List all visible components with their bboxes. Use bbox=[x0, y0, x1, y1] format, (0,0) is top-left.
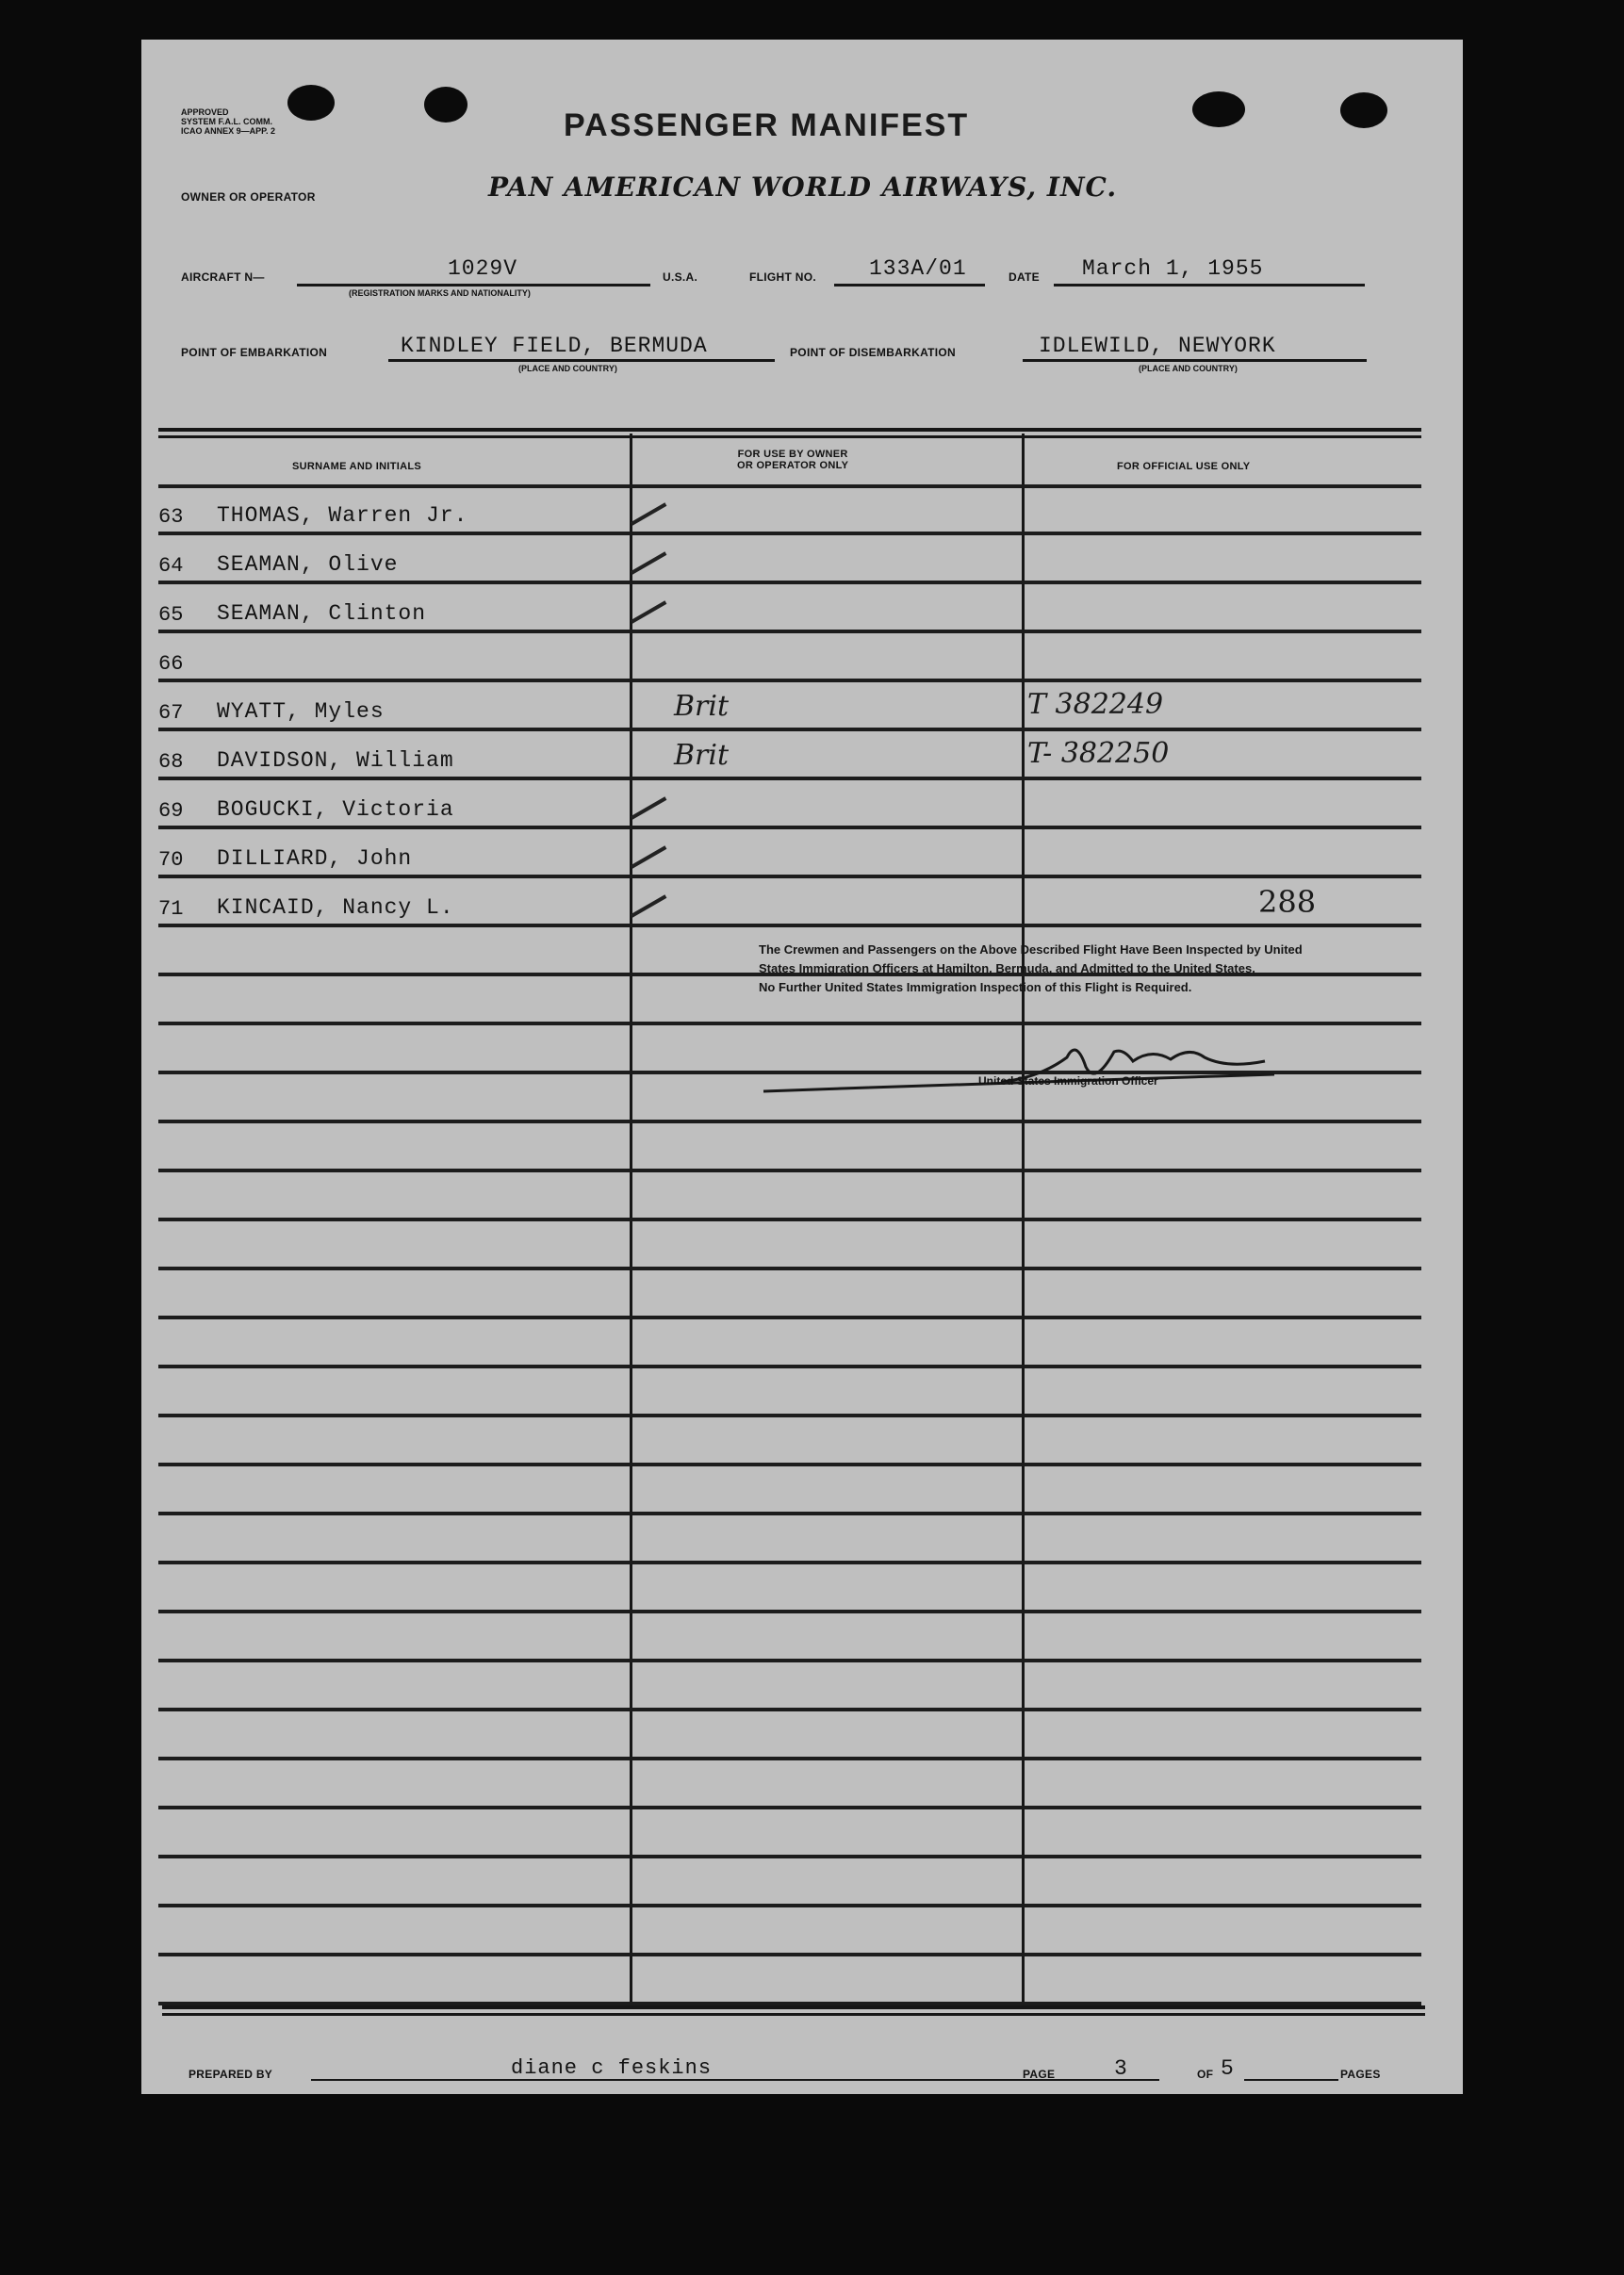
country-label: U.S.A. bbox=[663, 270, 698, 284]
table-rule bbox=[158, 1414, 1421, 1417]
page-label: PAGE bbox=[1023, 2068, 1056, 2081]
table-rule bbox=[158, 924, 1421, 927]
table-rule bbox=[158, 1316, 1421, 1319]
of-label: OF bbox=[1197, 2068, 1214, 2081]
officer-signature bbox=[756, 1020, 1284, 1105]
owner-label: OWNER OR OPERATOR bbox=[181, 190, 316, 204]
check-mark bbox=[631, 894, 666, 917]
passenger-number: 70 bbox=[158, 848, 184, 872]
page-number: 3 bbox=[1114, 2056, 1128, 2081]
table-rule bbox=[158, 1708, 1421, 1711]
punch-hole bbox=[424, 87, 468, 123]
official-entry: 288 bbox=[1258, 884, 1317, 920]
page-total: 5 bbox=[1221, 2056, 1235, 2081]
passenger-name: SEAMAN, Olive bbox=[217, 552, 399, 577]
table-rule bbox=[158, 1757, 1421, 1760]
flight-label: FLIGHT NO. bbox=[749, 270, 816, 284]
owner-mark: Brit bbox=[674, 739, 730, 772]
official-entry: T 382249 bbox=[1027, 688, 1164, 721]
table-rule bbox=[158, 581, 1421, 584]
embark-caption: (PLACE AND COUNTRY) bbox=[518, 364, 617, 373]
embark-label: POINT OF EMBARKATION bbox=[181, 346, 328, 359]
table-rule bbox=[158, 1806, 1421, 1809]
embark-value: KINDLEY FIELD, BERMUDA bbox=[401, 334, 708, 358]
table-rule bbox=[158, 728, 1421, 731]
table-rule bbox=[158, 1120, 1421, 1123]
passenger-number: 71 bbox=[158, 897, 184, 921]
prepared-by: diane c feskins bbox=[511, 2056, 713, 2080]
pages-label: PAGES bbox=[1340, 2068, 1381, 2081]
table-rule bbox=[158, 1218, 1421, 1221]
table-rule bbox=[158, 777, 1421, 780]
column-header-official: FOR OFFICIAL USE ONLY bbox=[1117, 461, 1251, 472]
passenger-name: BOGUCKI, Victoria bbox=[217, 797, 454, 822]
table-rule bbox=[158, 1463, 1421, 1466]
table-rule bbox=[158, 1561, 1421, 1564]
officer-caption: United States Immigration Officer bbox=[978, 1074, 1158, 1088]
passenger-number: 63 bbox=[158, 505, 184, 529]
aircraft-caption: (REGISTRATION MARKS AND NATIONALITY) bbox=[349, 288, 531, 298]
passenger-name: WYATT, Myles bbox=[217, 699, 385, 724]
approval-note: APPROVED SYSTEM F.A.L. COMM. ICAO ANNEX 9—APP. 2 bbox=[181, 107, 276, 136]
check-mark bbox=[631, 600, 666, 623]
official-entry: T- 382250 bbox=[1027, 737, 1170, 770]
punch-hole bbox=[287, 85, 335, 121]
table-rule bbox=[158, 532, 1421, 535]
table-rule bbox=[158, 1267, 1421, 1270]
passenger-name: DAVIDSON, William bbox=[217, 748, 454, 773]
flight-date: March 1, 1955 bbox=[1082, 256, 1264, 281]
table-rule bbox=[158, 1512, 1421, 1515]
aircraft-label: AIRCRAFT N— bbox=[181, 270, 265, 284]
passenger-number: 64 bbox=[158, 554, 184, 578]
flight-number: 133A/01 bbox=[869, 256, 967, 281]
disembark-label: POINT OF DISEMBARKATION bbox=[790, 346, 957, 359]
punch-hole bbox=[1340, 92, 1387, 128]
table-rule bbox=[158, 1953, 1421, 1956]
operator-logo: PAN AMERICAN WORLD AIRWAYS, INC. bbox=[488, 172, 1118, 203]
table-rule bbox=[158, 1169, 1421, 1172]
table-rule bbox=[158, 1855, 1421, 1858]
aircraft-number: 1029V bbox=[448, 256, 518, 281]
punch-hole bbox=[1192, 91, 1245, 127]
page-title: PASSENGER MANIFEST bbox=[564, 107, 970, 143]
passenger-name: THOMAS, Warren Jr. bbox=[217, 503, 468, 528]
passenger-number: 66 bbox=[158, 652, 184, 676]
table-rule bbox=[158, 1365, 1421, 1368]
disembark-value: IDLEWILD, NEWYORK bbox=[1039, 334, 1276, 358]
table-rule bbox=[158, 1659, 1421, 1662]
passenger-number: 68 bbox=[158, 750, 184, 774]
passenger-number: 65 bbox=[158, 603, 184, 627]
manifest-sheet bbox=[141, 40, 1463, 2094]
prepared-label: PREPARED BY bbox=[189, 2068, 273, 2081]
passenger-name: SEAMAN, Clinton bbox=[217, 601, 427, 626]
passenger-name: KINCAID, Nancy L. bbox=[217, 895, 454, 920]
table-rule bbox=[158, 826, 1421, 829]
immigration-stamp: The Crewmen and Passengers on the Above Described Flight Have Been Inspected by United States Immigration Officers at Hamilton, Bermuda, and Admitted to the United States. No Further United States Immigration Inspection of this Flight is Required. bbox=[759, 942, 1303, 994]
passenger-name: DILLIARD, John bbox=[217, 846, 413, 871]
table-rule bbox=[158, 1904, 1421, 1907]
owner-mark: Brit bbox=[674, 690, 730, 723]
date-label: DATE bbox=[1009, 270, 1040, 284]
passenger-number: 69 bbox=[158, 799, 184, 823]
disembark-caption: (PLACE AND COUNTRY) bbox=[1139, 364, 1238, 373]
passenger-number: 67 bbox=[158, 701, 184, 725]
check-mark bbox=[631, 551, 666, 574]
table-rule bbox=[158, 679, 1421, 682]
check-mark bbox=[631, 796, 666, 819]
column-header-names: SURNAME AND INITIALS bbox=[292, 461, 421, 472]
check-mark bbox=[631, 502, 666, 525]
check-mark bbox=[631, 845, 666, 868]
table-rule bbox=[158, 630, 1421, 633]
table-rule bbox=[158, 1610, 1421, 1613]
table-rule bbox=[158, 875, 1421, 878]
column-header-owner: FOR USE BY OWNER OR OPERATOR ONLY bbox=[737, 449, 849, 471]
